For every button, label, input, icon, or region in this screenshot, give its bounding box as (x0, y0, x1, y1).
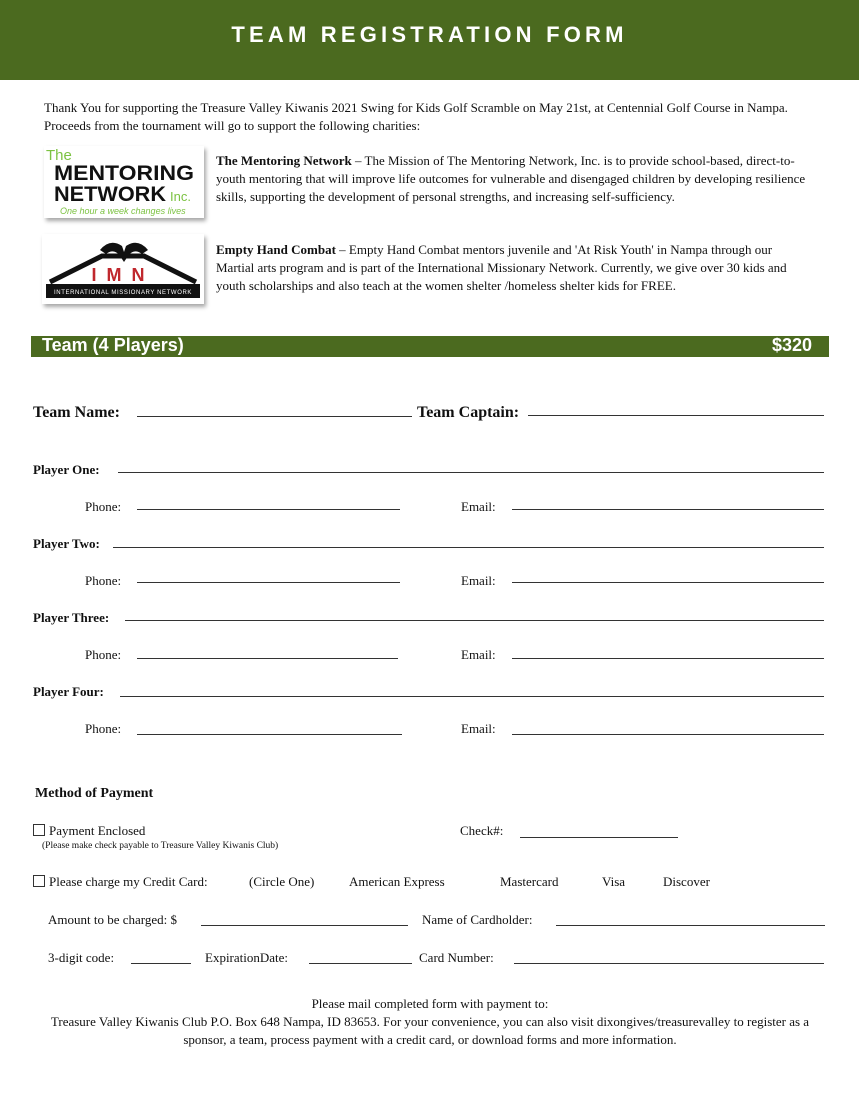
team-captain-label: Team Captain: (417, 404, 520, 421)
footer-address: Treasure Valley Kiwanis Club P.O. Box 648 Nampa, ID 83653. For your convenience, you can also visit dixongives/treasurevalley to register as a sponsor, a team, process payment with a credit card, or download forms and more information. (50, 1014, 810, 1047)
team-name-field[interactable] (137, 416, 412, 417)
player-one-email-label: Email: (461, 499, 496, 514)
card-american-express[interactable]: American Express (349, 874, 445, 889)
player-one-phone-field[interactable] (137, 509, 400, 510)
player-four-phone-field[interactable] (137, 734, 402, 735)
cardholder-label: Name of Cardholder: (422, 912, 533, 927)
player-two-email-field[interactable] (512, 582, 824, 583)
player-two-label: Player Two: (33, 536, 100, 551)
team-price: $320 (771, 335, 812, 355)
team-label: Team (4 Players) (42, 335, 184, 355)
charity-name: The Mentoring Network (216, 153, 352, 168)
credit-card-label: Please charge my Credit Card: (49, 874, 208, 889)
footer-mail-instruction: Please mail completed form with payment to: (311, 996, 549, 1011)
logo-network: NETWORK (54, 183, 166, 206)
player-two-phone-field[interactable] (137, 582, 400, 583)
payment-enclosed-label: Payment Enclosed (49, 823, 146, 838)
cardholder-field[interactable] (556, 925, 825, 926)
check-number-field[interactable] (520, 837, 678, 838)
logo-imn-caption: INTERNATIONAL MISSIONARY NETWORK (54, 290, 192, 296)
security-code-label: 3-digit code: (48, 950, 115, 965)
logo-mentoring: MENTORING (54, 162, 194, 185)
payment-enclosed-option[interactable] (33, 823, 145, 839)
card-number-field[interactable] (514, 963, 824, 964)
imn-logo (42, 234, 204, 304)
logo-inc: Inc. (170, 189, 191, 204)
intro-text: Thank You for supporting the Treasure Valley Kiwanis 2021 Swing for Kids Golf Scramble on May 21st, at Centennial Golf Course in Nampa. Proceeds from the tournament will go to support the following charities: (44, 100, 788, 133)
player-four-phone-label: Phone: (85, 721, 122, 736)
logo-imn-letters: IMN (91, 265, 155, 285)
footer (40, 995, 820, 1049)
check-note: (Please make check payable to Treasure Valley Kiwanis Club) (42, 841, 279, 851)
expiration-label: ExpirationDate: (205, 950, 289, 965)
player-one-email-field[interactable] (512, 509, 824, 510)
player-three-label: Player Three: (33, 610, 110, 625)
charity-empty-hand (216, 241, 806, 296)
card-mastercard[interactable]: Mastercard (500, 874, 559, 889)
player-four-email-label: Email: (461, 721, 496, 736)
player-four-email-field[interactable] (512, 734, 824, 735)
credit-card-checkbox[interactable] (33, 875, 45, 887)
logo-the: The (46, 147, 72, 164)
security-code-field[interactable] (131, 963, 191, 964)
player-three-email-label: Email: (461, 647, 496, 662)
player-one-phone-label: Phone: (85, 499, 122, 514)
credit-card-option[interactable] (33, 874, 208, 890)
player-one-field[interactable] (118, 472, 824, 473)
charity-mentoring (216, 152, 816, 207)
charity-description: – The Mission of The Mentoring Network, Inc. is to provide school-based, direct-to-youth mentoring that will improve life outcomes for vulnerable and disengaged children by developing resilience skills, supporting the development of personal strengths, and increasing self-sufficiency. (216, 153, 806, 205)
page-title: TEAM REGISTRATION FORM (231, 22, 628, 47)
player-two-email-label: Email: (461, 573, 496, 588)
card-visa[interactable]: Visa (602, 874, 626, 889)
card-discover[interactable]: Discover (663, 874, 710, 889)
check-number-label: Check#: (460, 823, 504, 838)
logo-tagline: One hour a week changes lives (60, 206, 186, 216)
team-captain-field[interactable] (528, 415, 824, 416)
player-two-phone-label: Phone: (85, 573, 122, 588)
amount-field[interactable] (201, 925, 408, 926)
player-three-phone-field[interactable] (137, 658, 398, 659)
charity-description: – Empty Hand Combat mentors juvenile and 'At Risk Youth' in Nampa through our Martial arts program and is part of the International Missionary Network. Currently, we give over 30 kids and youth scholarships and also teach at the women shelter /homeless shelter kids for FREE. (216, 242, 787, 294)
card-number-label: Card Number: (419, 950, 494, 965)
circle-one-label: (Circle One) (249, 874, 315, 889)
mentoring-network-logo (44, 146, 204, 218)
player-three-phone-label: Phone: (85, 647, 122, 662)
charity-name: Empty Hand Combat (216, 242, 336, 257)
expiration-field[interactable] (309, 963, 412, 964)
amount-label: Amount to be charged: $ (48, 912, 178, 927)
player-three-field[interactable] (125, 620, 824, 621)
payment-heading: Method of Payment (35, 786, 154, 801)
payment-enclosed-checkbox[interactable] (33, 824, 45, 836)
player-one-label: Player One: (33, 462, 100, 477)
player-four-field[interactable] (120, 696, 824, 697)
team-name-label: Team Name: (33, 404, 120, 421)
player-three-email-field[interactable] (512, 658, 824, 659)
player-two-field[interactable] (113, 547, 824, 548)
player-four-label: Player Four: (33, 684, 104, 699)
